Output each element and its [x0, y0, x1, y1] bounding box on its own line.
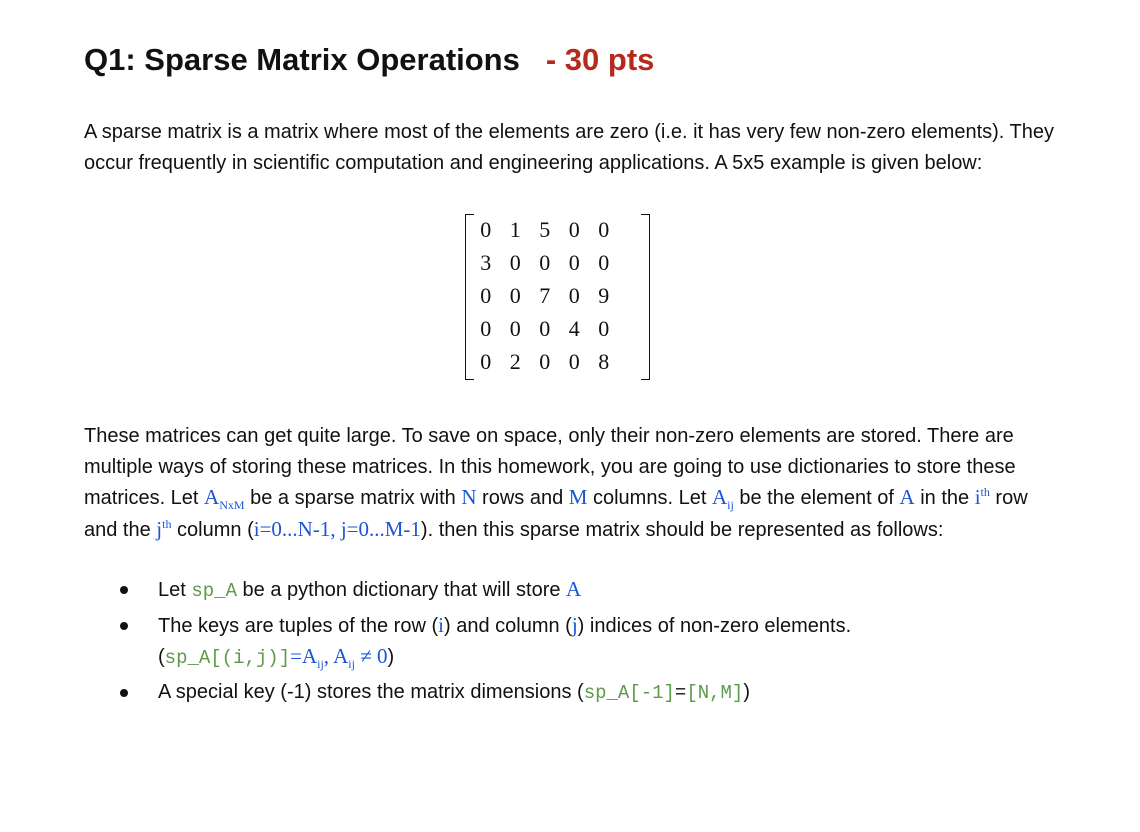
matrix-cell: 0 [598, 250, 610, 276]
matrix-right-bracket [641, 214, 650, 380]
subscript: ij [727, 498, 734, 513]
matrix-cell: 3 [480, 250, 492, 276]
formula-text: ≠ 0 [354, 644, 388, 668]
formula-text: , A [323, 644, 349, 668]
code-dims-value: [N,M] [686, 682, 744, 704]
subscript: ij [348, 657, 355, 672]
matrix-cell: 2 [509, 348, 521, 374]
points-label: - 30 pts [545, 42, 655, 77]
code-sp-a: sp_A [191, 580, 237, 602]
matrix-cell: 0 [568, 282, 580, 308]
text-run: These matrices can get quite large. To save on space, only their non-zero elements are stored. There are multiple ways of storing these matrices. In this homework, you are going to use dictionaries to store these matrices. Let [84, 425, 1016, 509]
example-matrix [465, 212, 650, 380]
list-item [84, 610, 1084, 673]
superscript: th [162, 516, 172, 531]
bullet-icon [120, 622, 128, 630]
code-key-access: sp_A[(i,j)] [164, 647, 291, 669]
text-run: Let [158, 579, 192, 601]
matrix-table [471, 214, 619, 378]
symbol-n: N [461, 485, 477, 509]
formula [290, 644, 388, 672]
matrix-row [471, 280, 619, 313]
matrix-cell: 0 [598, 217, 610, 243]
symbol-a: A [566, 577, 582, 601]
matrix-cell: 0 [539, 315, 551, 341]
text-run: The keys are tuples of the row ( [158, 615, 439, 637]
bullet-list [84, 574, 1084, 712]
subscript: ij [317, 657, 324, 672]
symbol-i: i [438, 613, 444, 637]
matrix-row [471, 214, 619, 247]
matrix-cell: 0 [539, 250, 551, 276]
symbol-text: i [974, 485, 981, 509]
text-run: ( [158, 646, 165, 668]
matrix-row [471, 345, 619, 378]
symbol-text: A [711, 485, 728, 509]
list-item [84, 677, 1084, 708]
symbol-text: A [204, 485, 220, 509]
matrix-cell: 0 [539, 348, 551, 374]
matrix-cell: 0 [568, 217, 580, 243]
matrix-cell: 0 [480, 315, 492, 341]
code-equals: = [674, 682, 687, 704]
symbol-a [204, 485, 245, 513]
list-item [84, 574, 1084, 606]
title-text: Q1: Sparse Matrix Operations [84, 42, 520, 77]
matrix-cell: 0 [509, 250, 521, 276]
subscript: NxM [219, 498, 245, 513]
symbol-i [975, 485, 990, 509]
symbol-j [156, 517, 171, 541]
symbol-aij [711, 485, 734, 513]
text-run: A special key (-1) stores the matrix dimensions ( [158, 681, 584, 703]
text-run: ) [387, 646, 395, 668]
matrix-cell: 0 [568, 348, 580, 374]
text-run: row and the [84, 487, 1028, 541]
matrix-cell: 0 [598, 315, 610, 341]
representation-paragraph [84, 421, 1064, 545]
text-run: in the [914, 487, 975, 509]
matrix-cell: 0 [568, 250, 580, 276]
code-dim-key: sp_A[-1] [583, 682, 675, 704]
matrix-cell: 7 [539, 282, 551, 308]
matrix-cell: 9 [598, 282, 610, 308]
intro-paragraph: A sparse matrix is a matrix where most of the elements are zero (i.e. it has very few non-zero elements). They occur frequently in scientific computation and engineering applications. A 5x5 example is given below: [84, 121, 1055, 174]
symbol-text: j [156, 516, 163, 541]
matrix-cell: 0 [480, 348, 492, 374]
text-run: rows and [476, 487, 569, 509]
text-run: ) [743, 681, 751, 703]
matrix-cell: 5 [539, 217, 551, 243]
text-run: be a python dictionary that will store [236, 579, 567, 601]
bullet-icon [120, 586, 128, 594]
text-run: columns. Let [587, 487, 712, 509]
matrix-cell: 0 [509, 282, 521, 308]
matrix-row [471, 312, 619, 345]
text-run: be the element of [733, 487, 900, 509]
text-run: be a sparse matrix with [244, 487, 462, 509]
bullet-icon [120, 689, 128, 697]
text-run: ) and column ( [443, 615, 572, 637]
symbol-m: M [568, 485, 588, 509]
symbol-j: j [571, 613, 578, 637]
text-run: ) indices of non-zero elements. [577, 615, 852, 637]
index-ranges: i=0...N-1, j=0...M-1 [253, 516, 421, 541]
text-run: column ( [171, 518, 254, 541]
matrix-cell: 1 [509, 217, 521, 243]
text-run: ). then this sparse matrix should be represented as follows: [420, 518, 944, 541]
page-title [84, 42, 654, 78]
matrix-cell: 8 [598, 348, 610, 374]
matrix-row [471, 247, 619, 280]
matrix-cell: 0 [480, 217, 492, 243]
matrix-cell: 0 [480, 282, 492, 308]
matrix-cell: 4 [568, 315, 580, 341]
superscript: th [980, 485, 990, 499]
symbol-a: A [899, 485, 915, 509]
matrix-cell: 0 [509, 315, 521, 341]
formula-text: =A [290, 644, 318, 668]
